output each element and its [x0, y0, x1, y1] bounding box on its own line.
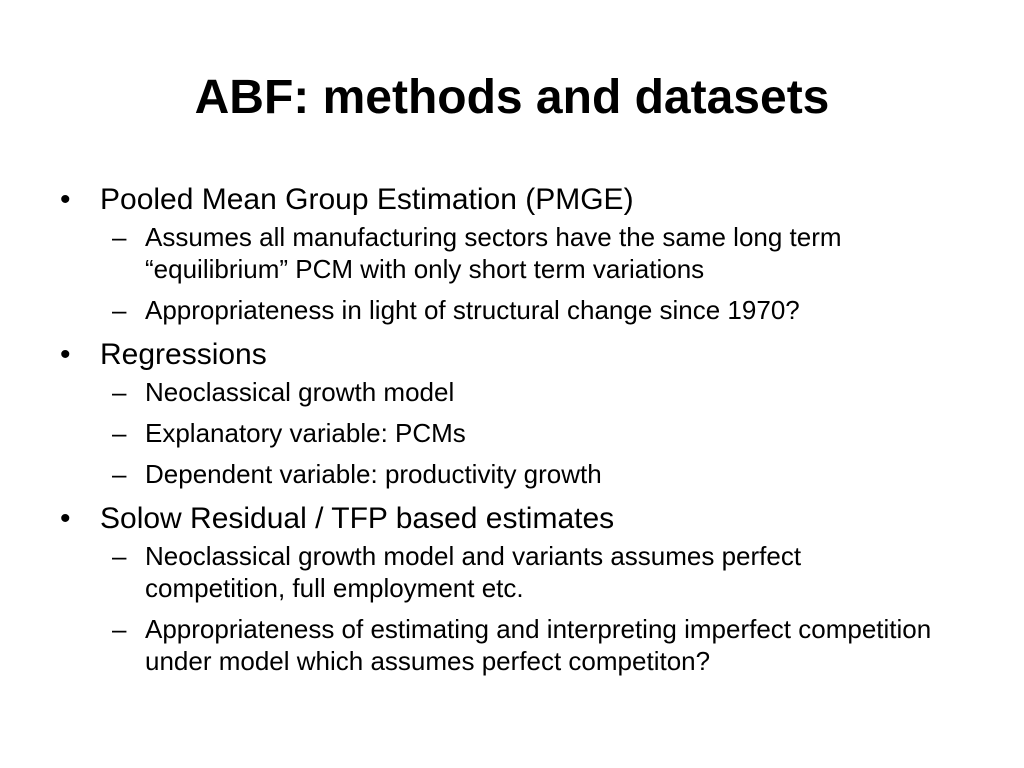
sub-bullet-text: Explanatory variable: PCMs [145, 418, 466, 448]
bullet-text: Pooled Mean Group Estimation (PMGE) [100, 183, 634, 216]
dash-icon: – [112, 614, 127, 644]
bullet-icon: • [60, 183, 71, 216]
dash-icon: – [112, 418, 127, 448]
sub-bullet-item [60, 221, 945, 285]
slide-title: ABF: methods and datasets [194, 71, 830, 124]
sub-bullet-item [60, 540, 945, 604]
sub-bullet-text: Assumes all manufacturing sectors have the same long term “equilibrium” PCM with only short term variations [145, 222, 842, 284]
bullet-item [60, 499, 960, 539]
bullet-text: Regressions [100, 338, 267, 371]
dash-icon: – [112, 541, 127, 571]
sub-bullet-item [60, 417, 945, 449]
sub-bullet-item [60, 613, 945, 677]
sub-bullet-item [60, 458, 945, 490]
bullet-item [60, 180, 960, 220]
bullet-icon: • [60, 338, 71, 371]
sub-bullet-text: Neoclassical growth model and variants assumes perfect competition, full employment etc. [145, 541, 802, 603]
dash-icon: – [112, 295, 127, 325]
bullet-icon: • [60, 502, 71, 535]
sub-bullet-item [60, 376, 945, 408]
bullet-text: Solow Residual / TFP based estimates [100, 502, 615, 535]
sub-bullet-text: Dependent variable: productivity growth [145, 459, 602, 489]
bullet-list [60, 180, 960, 686]
dash-icon: – [112, 459, 127, 489]
sub-bullet-text: Appropriateness in light of structural change since 1970? [145, 295, 800, 325]
sub-bullet-text: Appropriateness of estimating and interpreting imperfect competition under model which assumes perfect competiton? [145, 614, 932, 676]
bullet-item [60, 335, 960, 375]
sub-bullet-text: Neoclassical growth model [145, 377, 455, 407]
dash-icon: – [112, 222, 127, 252]
dash-icon: – [112, 377, 127, 407]
sub-bullet-item [60, 294, 945, 326]
